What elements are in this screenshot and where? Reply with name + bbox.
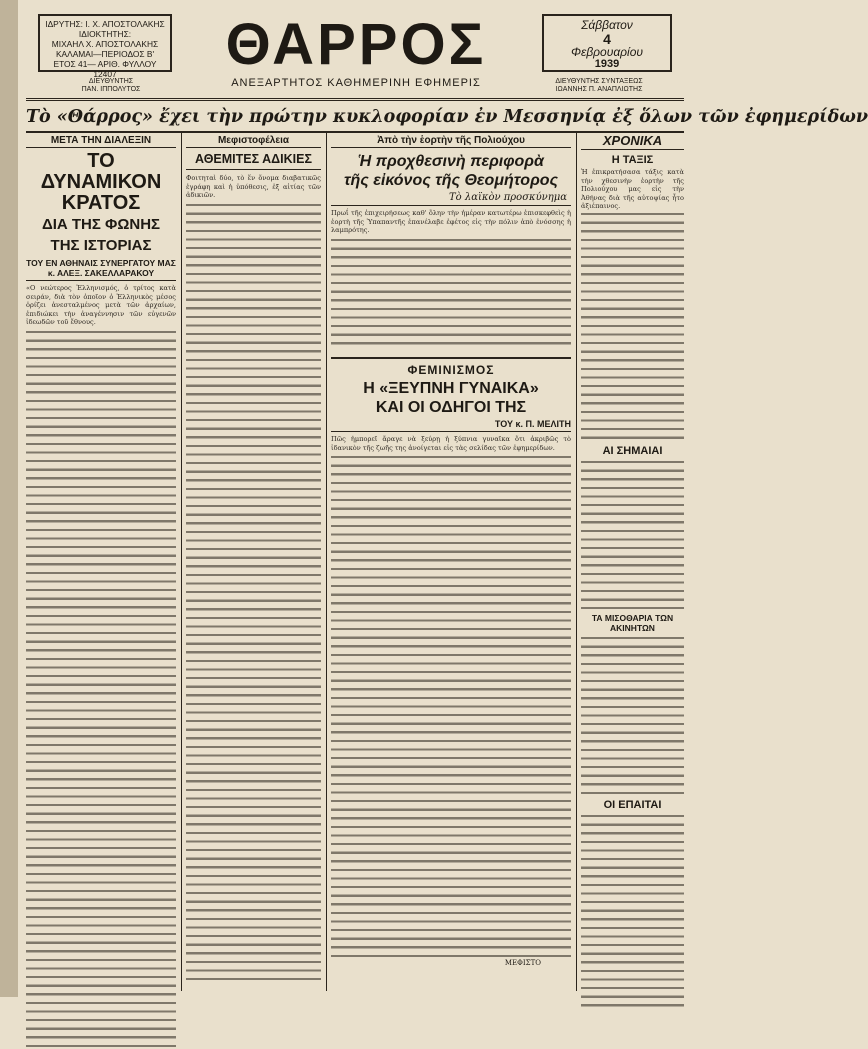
section-heading: ΟΙ ΕΠΑΙΤΑΙ <box>603 798 662 811</box>
article-byline: ΤΟΥ κ. Π. ΜΕΛΙΤΗ <box>331 417 571 432</box>
date-number: 4 <box>603 31 611 47</box>
column-rule <box>576 133 577 991</box>
article-headline <box>331 152 571 190</box>
section-body-lines <box>581 813 684 1013</box>
date-year: 1939 <box>594 58 620 70</box>
headline-line-2: ΔΙΑ ΤΗΣ ΦΩΝΗΣ ΤΗΣ ΙΣΤΟΡΙΑΣ <box>41 216 161 254</box>
headline-line-1: Η «ΞΕΥΠΝΗ ΓΥΝΑΙΚΑ» <box>363 380 539 397</box>
issue-number: ΕΤΟΣ 41— ΑΡΙΘ. ΦΥΛΛΟΥ 12407 <box>53 59 157 79</box>
date-box <box>542 14 672 72</box>
article-byline: ΤΟΥ ΕΝ ΑΘΗΝΑΙΣ ΣΥΝΕΡΓΑΤΟΥ ΜΑΣ κ. ΑΛΕΞ. ΣΑΚΕΛΛΑΡΑΚΟΥ <box>26 256 176 281</box>
headline-line-2: τῆς εἰκόνος τῆς Θεομήτορος <box>343 172 559 189</box>
article-subheading: Τὸ λαϊκὸν προσκύνημα <box>331 190 571 206</box>
article-headline <box>26 151 176 256</box>
publisher-box <box>38 14 172 79</box>
headline-line-2: ΚΑΙ ΟΙ ΟΔΗΓΟΙ ΤΗΣ <box>375 399 527 416</box>
newspaper-title: ΘΑΡΡΟΣ <box>225 12 487 77</box>
article-body-lines <box>186 202 321 982</box>
founder-line: ΙΔΡΥΤΗΣ: Ι. Χ. ΑΠΟΣΤΟΛΑΚΗΣ <box>45 19 165 29</box>
date-month: Φεβρουαρίου <box>571 45 643 59</box>
section-heading: ΤΑ ΜΙΣΟΘΑΡΙΑ ΤΩΝ ΑΚΙΝΗΤΩΝ <box>591 612 674 633</box>
article-unfair-injustices <box>186 133 321 991</box>
article-kicker: ΜΕΤΑ ΤΗΝ ΔΙΑΛΕΞΙΝ <box>26 133 176 148</box>
circulation-banner: Τὸ «Θάρρος» ἔχει τὴν πρώτην κυκλοφορίαν ἐν Μεσσηνίᾳ ἐξ ὅλων τῶν ἐφημερίδων <box>26 101 684 133</box>
city-period: ΚΑΛΑΜΑΙ—ΠΕΡΙΟΔΟΣ Β' <box>55 49 155 59</box>
article-body-lines <box>26 329 176 1049</box>
article-text: «Ο νεώτερος Ἑλληνισμός, ὁ τρίτος κατὰ σειράν, διὰ τὸν ὁποῖον ὁ Ἑλληνικὸς μέσος ὁρίζει ἀνεσταλμένος μετὰ τῶν ἀρχαίων, ἐπιδιώκει τὴν ἀναγέννησιν τῶν εὐγενῶν ἰδεωδῶν τοῦ ἔθνους. <box>26 284 176 327</box>
section-body-lines <box>581 635 684 795</box>
article-dynamic-state <box>26 133 176 991</box>
article-feminism <box>331 357 571 991</box>
owner-name: ΜΙΧΑΗΛ Χ. ΑΠΟΣΤΟΛΑΚΗΣ <box>51 39 159 49</box>
article-headline <box>331 379 571 417</box>
feuilleton-label: ΦΕΜΙΝΙΣΜΟΣ <box>407 363 495 377</box>
director-right <box>524 78 674 94</box>
chronicles-column <box>581 133 684 991</box>
headline-line-1: ΤΟ ΔΥΝΑΜΙΚΟΝ ΚΡΑΤΟΣ <box>40 150 162 214</box>
article-columns <box>26 133 684 991</box>
chronicles-header: ΧΡΟΝΙΚΑ <box>581 133 684 150</box>
column-rule <box>181 133 182 991</box>
article-body-lines <box>331 237 571 347</box>
article-signature: ΜΕΦΙΣΤΟ <box>504 959 541 968</box>
headline-line-1: Ἡ προχθεσινὴ περιφορὰ <box>358 153 544 170</box>
section-text: Ἡ ἐπικρατήσασα τάξις κατὰ τὴν χθεσινὴν ἑορτὴν τῆς Πολιούχου μας εἰς τὴν Ἀθήνας διὰ τῆς αὐτοψίας ἦτο ἀξιέπαινος. <box>581 168 684 211</box>
article-headline: ΑΘΕΜΙΤΕΣ ΑΔΙΚΙΕΣ <box>186 152 321 170</box>
director-right-name: ΙΩΑΝΝΗΣ Π. ΑΝΑΠΛΙΩΤΗΣ <box>555 86 643 93</box>
column-rule <box>326 133 327 991</box>
masthead <box>26 12 684 101</box>
article-text: Πρωΐ τῆς ἐπιχειρήσεως καθ' ὅλην τὴν ἡμέραν κατωτέρω ἐπισκεφθεὶς ἡ ἑορτὴ τῆς Ὑπαπαντῆς ἐπανέλαβε ἐφέτος εἰς τὴν πόλιν ἀπὸ ἐνόσσης ἡ λαμπρότης. <box>331 209 571 235</box>
article-procession <box>331 133 571 355</box>
director-left <box>56 78 166 94</box>
date-day: Σάββατον <box>581 18 633 32</box>
article-kicker: Ἀπὸ τὴν ἑορτὴν τῆς Πολιούχου <box>331 133 571 148</box>
newspaper-subtitle: ΑΝΕΞΑΡΤΗΤΟΣ ΚΑΘΗΜΕΡΙΝΗ ΕΦΗΜΕΡΙΣ <box>231 77 481 89</box>
article-text: Φοιτηταὶ δύο, τὸ ἕν ὄνομα διαβατικῶς ἐγράφη καὶ ἡ ὑπόθεσις, ἐξ αἰτίας τῶν ἀδικιῶν. <box>186 174 321 200</box>
section-heading: ΑΙ ΣΗΜΑΙΑΙ <box>602 444 663 457</box>
director-right-role: ΔΙΕΥΘΥΝΤΗΣ ΣΥΝΤΑΞΕΩΣ <box>555 78 643 85</box>
article-kicker: Μεφιστοφέλεια <box>186 133 321 148</box>
owner-label: ΙΔΙΟΚΤΗΤΗΣ: <box>78 29 132 39</box>
director-left-role: ΔΙΕΥΘΥΝΤΗΣ <box>88 78 134 85</box>
article-body-lines <box>331 454 571 959</box>
section-body-lines <box>581 211 684 441</box>
director-left-name: ΠΑΝ. ΙΠΠΟΛΥΤΟΣ <box>81 86 141 93</box>
article-text: Πῶς ἠμπορεῖ ἄραγε νὰ ξεύρῃ ἡ ξύπνια γυναῖκα ὅτι ἀκριβῶς τὸ ἰδανικὸν τῆς ζωῆς της ἀνοίγεται εἰς τὰς σελίδας τῶν ἐφημερίδων. <box>331 435 571 452</box>
section-body-lines <box>581 459 684 609</box>
section-heading: Η ΤΑΞΙΣ <box>611 154 654 166</box>
